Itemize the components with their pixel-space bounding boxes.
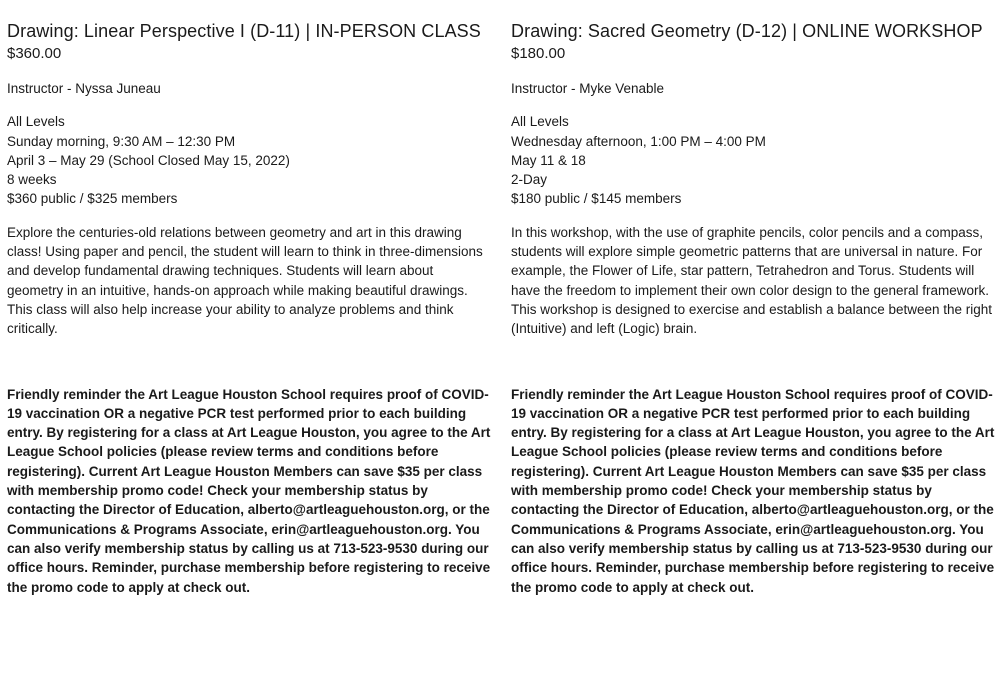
course-level: All Levels (511, 114, 569, 130)
covid-reminder: Friendly reminder the Art League Houston School requires proof of COVID-19 vaccination OR a negative PCR test performed prior to each building entry. By registering for a class at Art League Houston, you agree to the Art League School policies (please review terms and conditions before registering). Current Art League Houston Members can save $35 per class with membership promo code! Check your membership status by contacting the Director of Education, alberto@artleaguehouston.org, or the Communications & Programs Associate, erin@artleaguehouston.org. You can also verify membership status by calling us at 713-523-9530 during our office hours. Reminder, purchase membership before registering to receive the promo code to apply at check out. (511, 386, 995, 595)
course-instructor: Instructor - Nyssa Juneau (7, 81, 161, 96)
course-price: $180.00 (511, 45, 566, 62)
course-schedule: Sunday morning, 9:30 AM – 12:30 PM (7, 133, 236, 149)
course-title[interactable]: Drawing: Linear Perspective I (D-11) | IN-PERSON CLASS (7, 21, 481, 41)
course-pricing: $360 public / $325 members (7, 191, 178, 207)
course-card-sacred-geometry (511, 18, 995, 597)
course-title[interactable]: Drawing: Sacred Geometry (D-12) | ONLINE WORKSHOP (511, 21, 983, 41)
course-description: Explore the centuries-old relations between geometry and art in this drawing class! Using paper and pencil, the student will learn to think in three-dimensions and develop fundamental drawing techniques. Students will learn about geometry in an intuitive, hands-on approach while making beautiful drawings. This class will also help increase your ability to analyze problems and think critically. (7, 224, 483, 337)
course-dates: April 3 – May 29 (School Closed May 15, 2022) (7, 152, 290, 168)
course-price: $360.00 (7, 45, 62, 62)
course-duration: 2-Day (511, 172, 548, 188)
course-duration: 8 weeks (7, 172, 57, 188)
course-schedule: Wednesday afternoon, 1:00 PM – 4:00 PM (511, 133, 766, 149)
course-description: In this workshop, with the use of graphite pencils, color pencils and a compass, students will explore simple geometric patterns that are universal in nature. For example, the Flower of Life, star pattern, Tetrahedron and Torus. Students will have the freedom to implement their own color design to the general framework. This workshop is designed to exercise and establish a balance between the right (Intuitive) and left (Logic) brain. (511, 224, 993, 337)
course-pricing: $180 public / $145 members (511, 191, 682, 207)
course-card-linear-perspective (7, 18, 491, 597)
course-instructor: Instructor - Myke Venable (511, 81, 665, 96)
course-dates: May 11 & 18 (511, 152, 586, 168)
covid-reminder: Friendly reminder the Art League Houston School requires proof of COVID-19 vaccination OR a negative PCR test performed prior to each building entry. By registering for a class at Art League Houston, you agree to the Art League School policies (please review terms and conditions before registering). Current Art League Houston Members can save $35 per class with membership promo code! Check your membership status by contacting the Director of Education, alberto@artleaguehouston.org, or the Communications & Programs Associate, erin@artleaguehouston.org. You can also verify membership status by calling us at 713-523-9530 during our office hours. Reminder, purchase membership before registering to receive the promo code to apply at check out. (7, 386, 491, 595)
course-level: All Levels (7, 114, 65, 130)
course-details (511, 112, 995, 208)
course-details (7, 112, 491, 208)
